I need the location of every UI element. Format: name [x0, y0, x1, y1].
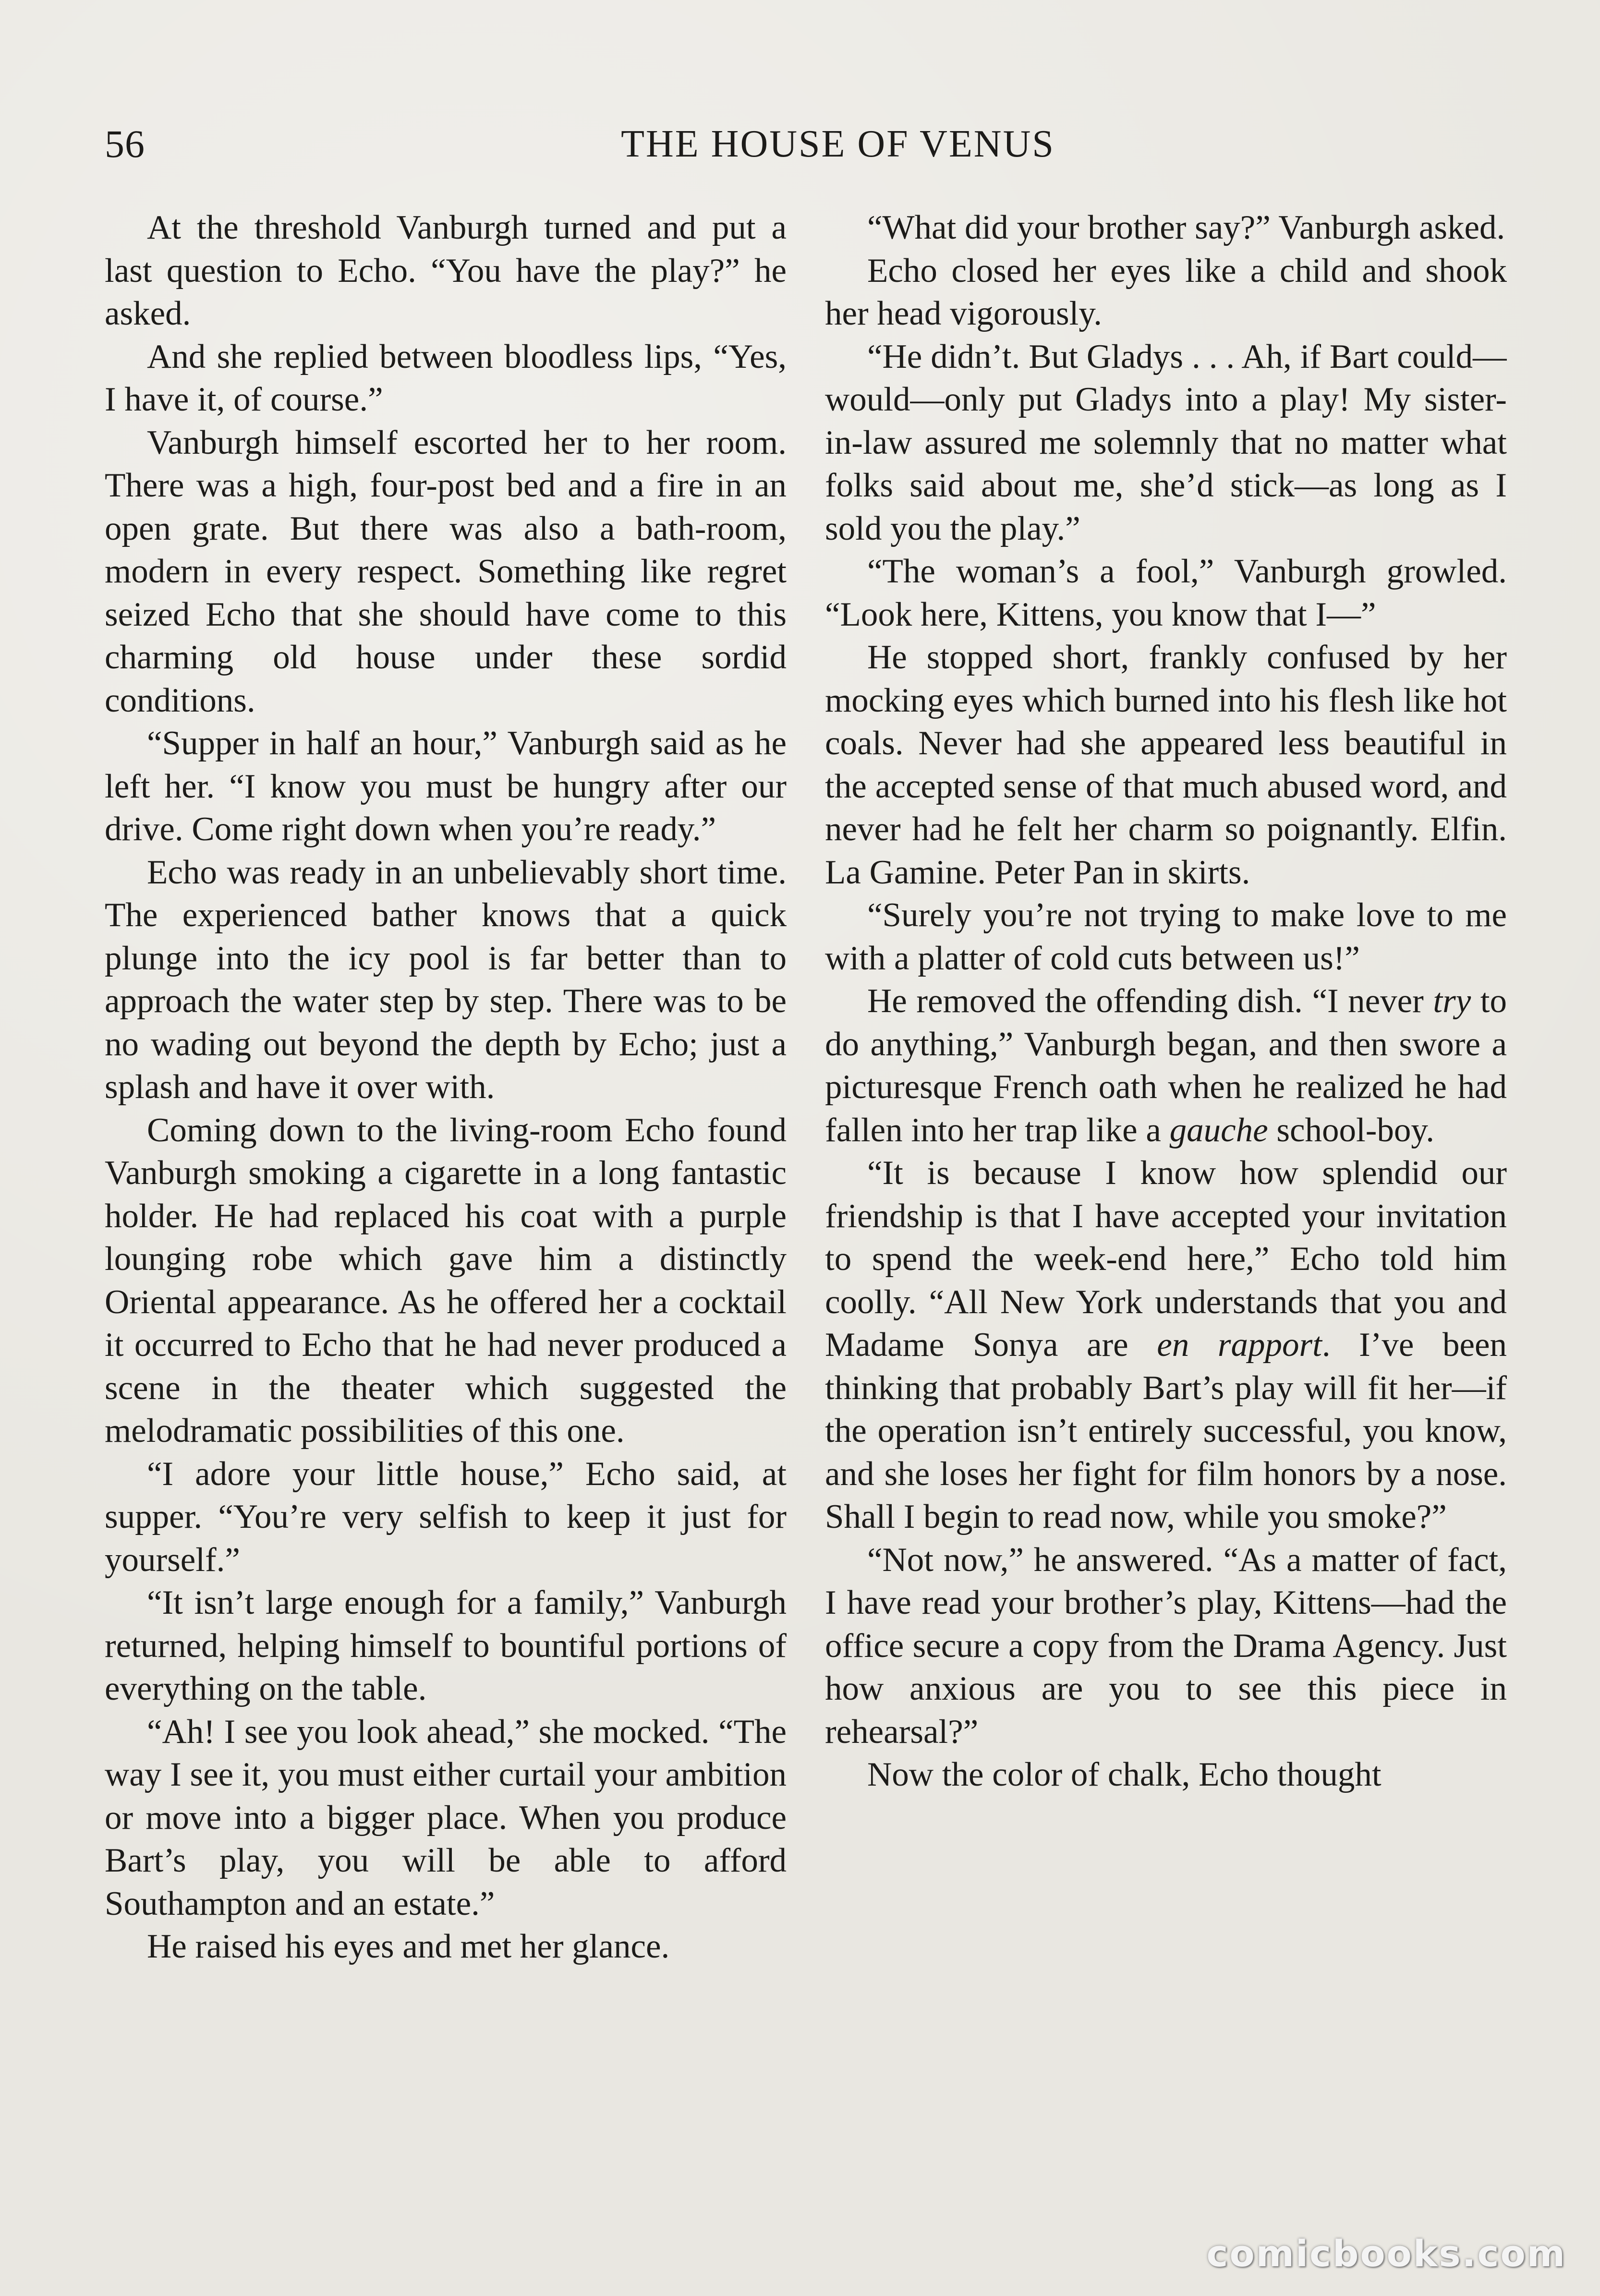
paragraph: At the threshold Vanburgh turned and put a last question to Echo. “You have the play?” he asked. [105, 209, 787, 332]
paragraph: “Ah! I see you look ahead,” she mocked. “The way I see it, you must either curtail your ambition or move into a bigger place. When you produce Bart’s play, you will be able to afford Southampton and an estate.” [105, 1713, 787, 1922]
paragraph: Echo closed her eyes like a child and shook her head vigorously. [825, 252, 1507, 332]
italic-word: try [1433, 982, 1471, 1020]
text-run: school-boy. [1268, 1111, 1435, 1149]
book-title: THE HOUSE OF VENUS [621, 123, 1055, 165]
paragraph: “The woman’s a fool,” Vanburgh growled. “Look here, Kittens, you know that I—” [825, 553, 1507, 633]
running-head [105, 115, 1504, 173]
paragraph: “Not now,” he answered. “As a matter of fact, I have read your brother’s play, Kittens—had the office secure a copy from the Drama Agency. Just how anxious are you to see this piece in rehearsal?” [825, 1541, 1507, 1751]
paragraph: He stopped short, frankly confused by her mocking eyes which burned into his flesh like hot coals. Never had she appeared less beautiful in the accepted sense of that much abused word, and never had he felt her charm so poignantly. Elfin. La Gamine. Peter Pan in skirts. [825, 639, 1507, 891]
watermark: comicbooks.com [1206, 2232, 1566, 2275]
italic-phrase: en rapport [1157, 1326, 1322, 1364]
paragraph: “I adore your little house,” Echo said, at supper. “You’re very selfish to keep it just for yourself.” [105, 1455, 787, 1579]
paragraph: “Surely you’re not trying to make love to me with a platter of cold cuts between us!” [825, 896, 1507, 977]
text-run: . I’ve been thinking that probably Bart’s play will fit her—if the operation isn’t entirely successful, you know, and she loses her fight for film honors by a nose. Shall I begin to read now, while you smoke?” [825, 1326, 1507, 1535]
paragraph: “What did your brother say?” Vanburgh asked. [867, 209, 1505, 246]
right-column [825, 206, 1507, 2185]
text-run: He removed the offending dish. “I never [867, 982, 1433, 1020]
text-run: “It is because I know how splendid our friendship is that I have accepted your invitation to spend the week-end here,” Echo told him coolly. “All New York understands that you and Madame Sonya are [825, 1154, 1507, 1364]
italic-word: gauche [1169, 1111, 1268, 1149]
paragraph: Coming down to the living-room Echo found Vanburgh smoking a cigarette in a long fantastic holder. He had replaced his coat with a purple lounging robe which gave him a distinctly Oriental appearance. As he offered her a cocktail it occurred to Echo that he had never produced a scene in the theater which suggested the melodramatic possibilities of this one. [105, 1111, 787, 1450]
paragraph [825, 1152, 1507, 1539]
paragraph: “He didn’t. But Gladys . . . Ah, if Bart could—would—only put Gladys into a play! My sister-in-law assured me solemnly that no matter what folks said about me, she’d stick—as long as I sold you the play.” [825, 338, 1507, 547]
paragraph [825, 980, 1507, 1152]
left-column [105, 206, 787, 2185]
paragraph: He raised his eyes and met her glance. [147, 1928, 670, 1965]
paragraph: Now the color of chalk, Echo thought [867, 1756, 1382, 1793]
text-columns [105, 206, 1507, 2185]
text-run: to do anything,” Vanburgh began, and then swore a picturesque French oath when he realized he had fallen into her trap like a [825, 982, 1507, 1149]
paragraph: Echo was ready in an unbelievably short time. The experienced bather knows that a quick plunge into the icy pool is far better than to approach the water step by step. There was to be no wading out beyond the depth by Echo; just a splash and have it over with. [105, 853, 787, 1106]
paragraph: Vanburgh himself escorted her to her room. There was a high, four-post bed and a fire in an open grate. But there was also a bath-room, modern in every respect. Something like regret seized Echo that she should have come to this charming old house under these sordid conditions. [105, 423, 787, 719]
paragraph: “Supper in half an hour,” Vanburgh said as he left her. “I know you must be hungry after our drive. Come right down when you’re ready.” [105, 725, 787, 848]
paragraph: “It isn’t large enough for a family,” Vanburgh returned, helping himself to bountiful portions of everything on the table. [105, 1584, 787, 1707]
page-number: 56 [105, 122, 145, 166]
paragraph: And she replied between bloodless lips, “Yes, I have it, of course.” [105, 338, 787, 418]
